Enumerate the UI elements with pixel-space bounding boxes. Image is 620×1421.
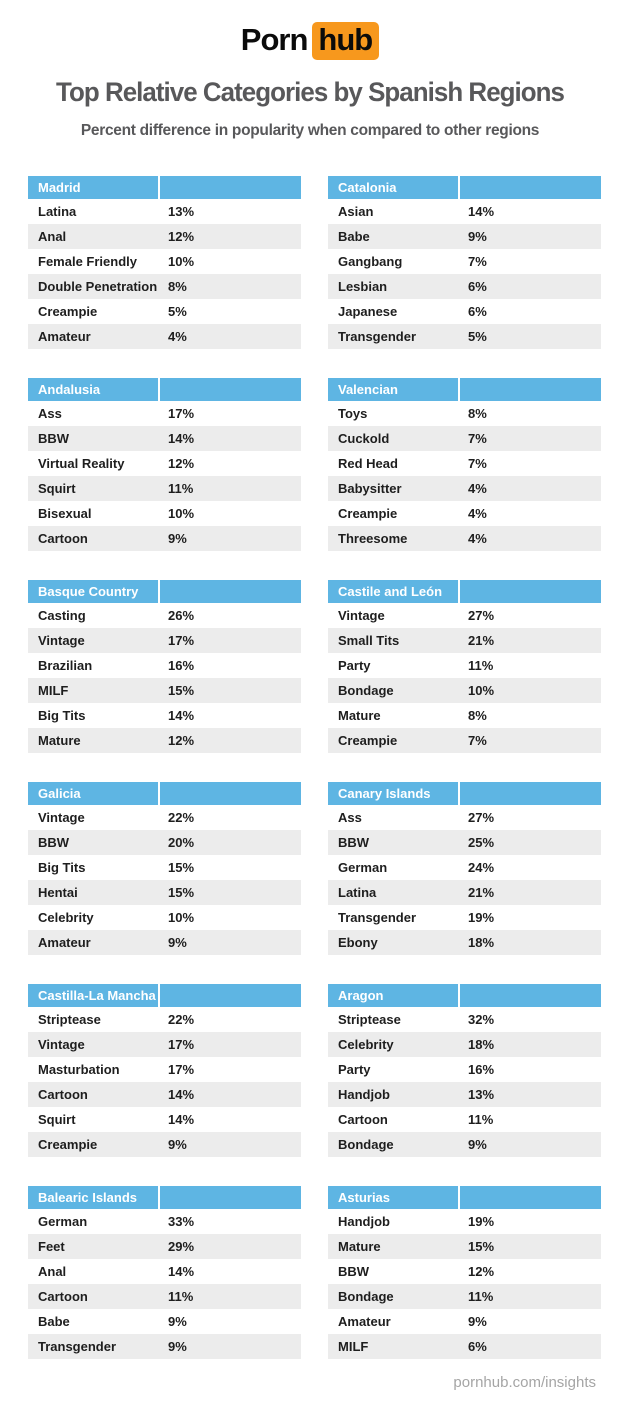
value-cell: 9% [168,1314,187,1329]
region-table-header [328,782,601,805]
table-row [28,930,301,955]
region-table-header [28,580,301,603]
category-cell: Anal [38,229,67,244]
category-cell: Bondage [338,683,394,698]
category-cell: Big Tits [38,708,86,723]
region-header-spacer [460,782,601,805]
category-cell: Creampie [38,1137,98,1152]
table-row [328,224,601,249]
region-table-header [328,176,601,199]
table-row [328,1132,601,1157]
table-row [28,855,301,880]
category-cell: Mature [338,1239,381,1254]
table-row [328,501,601,526]
table-row [328,628,601,653]
category-cell: Celebrity [338,1037,394,1052]
category-cell: Cartoon [38,1289,88,1304]
category-cell: Babysitter [338,481,402,496]
region-header-spacer [160,1186,301,1209]
value-cell: 25% [468,835,495,850]
value-cell: 12% [168,733,195,748]
category-cell: German [338,860,388,875]
table-row [28,1234,301,1259]
value-cell: 10% [168,254,195,269]
table-row [28,249,301,274]
category-cell: Threesome [338,531,408,546]
category-cell: Amateur [338,1314,391,1329]
category-cell: Virtual Reality [38,456,125,471]
table-row [28,1082,301,1107]
region-name: Asturias [328,1186,460,1209]
value-cell: 11% [468,658,494,673]
category-cell: Masturbation [38,1062,120,1077]
value-cell: 11% [168,1289,194,1304]
table-row [28,324,301,349]
category-cell: Toys [338,406,368,421]
category-cell: Casting [38,608,86,623]
region-table-header [28,782,301,805]
table-row [28,1107,301,1132]
category-cell: Latina [338,885,377,900]
category-cell: Celebrity [38,910,94,925]
region-name: Balearic Islands [28,1186,160,1209]
table-row [28,1309,301,1334]
value-cell: 7% [468,254,487,269]
category-cell: Babe [338,229,370,244]
table-row [328,1334,601,1359]
page-subtitle: Percent difference in popularity when compared to other regions [80,122,540,139]
region-table-header [28,1186,301,1209]
region-table [28,984,301,1157]
region-name: Castilla-La Mancha [28,984,160,1007]
category-cell: Vintage [38,1037,85,1052]
value-cell: 6% [468,1339,487,1354]
region-name: Catalonia [328,176,460,199]
region-name: Basque Country [28,580,160,603]
region-table [328,580,601,753]
table-row [328,324,601,349]
region-name: Madrid [28,176,160,199]
value-cell: 21% [468,633,495,648]
table-row [28,805,301,830]
table-row [328,476,601,501]
table-row [328,299,601,324]
value-cell: 15% [168,860,195,875]
value-cell: 27% [468,810,495,825]
category-cell: Transgender [38,1339,117,1354]
table-row [328,603,601,628]
table-row [28,728,301,753]
category-cell: Creampie [338,506,398,521]
table-row [28,199,301,224]
table-row [28,1032,301,1057]
value-cell: 11% [468,1289,494,1304]
value-cell: 7% [468,431,487,446]
value-cell: 4% [468,481,487,496]
region-header-spacer [460,580,601,603]
region-table [328,378,601,551]
category-cell: Transgender [338,329,417,344]
region-table [28,1186,301,1359]
region-table [28,782,301,955]
table-row [28,1209,301,1234]
category-cell: Latina [38,204,77,219]
table-row [28,526,301,551]
region-header-spacer [460,984,601,1007]
value-cell: 12% [168,229,195,244]
value-cell: 6% [468,279,487,294]
category-cell: Striptease [338,1012,401,1027]
footer-url: pornhub.com/insights [453,1374,596,1391]
table-row [328,1259,601,1284]
category-cell: Vintage [338,608,385,623]
value-cell: 9% [468,1314,487,1329]
region-table [28,580,301,753]
table-row [28,603,301,628]
region-table-header [328,378,601,401]
category-cell: Double Penetration [38,279,158,294]
region-table [328,984,601,1157]
region-header-spacer [160,782,301,805]
table-row [28,880,301,905]
pornhub-logo [0,0,620,60]
table-row [28,653,301,678]
value-cell: 32% [468,1012,495,1027]
category-cell: Japanese [338,304,398,319]
category-cell: Cartoon [338,1112,388,1127]
region-table-header [28,176,301,199]
value-cell: 17% [168,1037,195,1052]
value-cell: 14% [168,1264,195,1279]
table-row [28,426,301,451]
table-row [328,199,601,224]
value-cell: 5% [468,329,487,344]
table-row [328,805,601,830]
category-cell: Female Friendly [38,254,137,269]
value-cell: 13% [168,204,195,219]
value-cell: 5% [168,304,187,319]
table-row [328,703,601,728]
category-cell: German [38,1214,88,1229]
value-cell: 21% [468,885,495,900]
region-table [328,782,601,955]
value-cell: 10% [468,683,495,698]
table-row [328,1284,601,1309]
table-row [328,401,601,426]
category-cell: Ass [38,406,62,421]
value-cell: 26% [168,608,195,623]
region-name: Galicia [28,782,160,805]
table-row [328,526,601,551]
table-row [28,1334,301,1359]
category-cell: BBW [338,1264,370,1279]
table-row [28,451,301,476]
table-row [28,299,301,324]
table-row [328,274,601,299]
value-cell: 18% [468,1037,495,1052]
table-row [28,1132,301,1157]
value-cell: 14% [168,431,195,446]
region-header-spacer [160,176,301,199]
category-cell: BBW [38,431,70,446]
table-row [328,1209,601,1234]
region-name: Canary Islands [328,782,460,805]
category-cell: Vintage [38,633,85,648]
table-row [328,1032,601,1057]
category-cell: Bisexual [38,506,92,521]
table-row [328,1107,601,1132]
category-cell: Handjob [338,1214,390,1229]
table-row [328,653,601,678]
category-cell: Lesbian [338,279,388,294]
region-table-header [28,984,301,1007]
table-row [28,274,301,299]
region-name: Aragon [328,984,460,1007]
value-cell: 8% [468,406,487,421]
category-cell: Party [338,658,371,673]
category-cell: Creampie [338,733,398,748]
value-cell: 19% [468,910,495,925]
value-cell: 15% [168,885,195,900]
category-cell: Vintage [38,810,85,825]
value-cell: 11% [168,481,194,496]
table-row [28,476,301,501]
category-cell: Ebony [338,935,378,950]
value-cell: 29% [168,1239,195,1254]
category-cell: Brazilian [38,658,93,673]
table-row [28,905,301,930]
category-cell: BBW [338,835,370,850]
category-cell: Red Head [338,456,398,471]
table-row [28,1284,301,1309]
value-cell: 17% [168,633,195,648]
region-header-spacer [460,1186,601,1209]
category-cell: MILF [338,1339,369,1354]
category-cell: Transgender [338,910,417,925]
table-row [328,1309,601,1334]
table-row [328,451,601,476]
region-header-spacer [460,378,601,401]
region-table-header [328,580,601,603]
table-row [328,905,601,930]
value-cell: 9% [168,1137,187,1152]
value-cell: 8% [168,279,187,294]
table-row [328,728,601,753]
category-cell: Creampie [38,304,98,319]
region-table-header [28,378,301,401]
table-row [328,1057,601,1082]
value-cell: 22% [168,810,195,825]
value-cell: 4% [468,506,487,521]
region-table [328,1186,601,1359]
value-cell: 9% [468,229,487,244]
value-cell: 12% [168,456,195,471]
category-cell: Squirt [38,1112,76,1127]
category-cell: Cuckold [338,431,390,446]
table-row [28,401,301,426]
region-tables-grid [28,176,601,1359]
table-row [328,880,601,905]
table-row [28,1007,301,1032]
region-name: Valencian [328,378,460,401]
value-cell: 4% [468,531,487,546]
value-cell: 15% [468,1239,495,1254]
value-cell: 33% [168,1214,195,1229]
value-cell: 14% [168,1087,195,1102]
category-cell: Striptease [38,1012,101,1027]
category-cell: Cartoon [38,531,88,546]
table-row [328,249,601,274]
region-table-header [328,1186,601,1209]
value-cell: 8% [468,708,487,723]
value-cell: 11% [468,1112,494,1127]
value-cell: 14% [168,1112,195,1127]
value-cell: 14% [168,708,195,723]
table-row [328,855,601,880]
table-row [328,1007,601,1032]
category-cell: Amateur [38,935,91,950]
value-cell: 14% [468,204,495,219]
category-cell: Amateur [38,329,91,344]
value-cell: 22% [168,1012,195,1027]
category-cell: Squirt [38,481,76,496]
value-cell: 6% [468,304,487,319]
table-row [328,1234,601,1259]
table-row [28,501,301,526]
category-cell: MILF [38,683,69,698]
region-header-spacer [160,378,301,401]
value-cell: 27% [468,608,495,623]
region-name: Castile and León [328,580,460,603]
table-row [28,628,301,653]
category-cell: Small Tits [338,633,400,648]
value-cell: 17% [168,1062,195,1077]
category-cell: Feet [38,1239,65,1254]
value-cell: 15% [168,683,195,698]
category-cell: Bondage [338,1137,394,1152]
region-header-spacer [460,176,601,199]
value-cell: 7% [468,733,487,748]
category-cell: Anal [38,1264,67,1279]
table-row [328,930,601,955]
table-row [28,830,301,855]
table-row [28,678,301,703]
value-cell: 10% [168,506,195,521]
value-cell: 16% [168,658,195,673]
value-cell: 4% [168,329,187,344]
logo-text-porn: Porn [240,22,308,57]
table-row [328,678,601,703]
region-name: Andalusia [28,378,160,401]
page-title: Top Relative Categories by Spanish Regions [56,77,564,107]
region-header-spacer [160,580,301,603]
category-cell: Party [338,1062,371,1077]
table-row [28,1259,301,1284]
region-table-header [328,984,601,1007]
table-row [28,703,301,728]
category-cell: Big Tits [38,860,86,875]
category-cell: Asian [338,204,374,219]
value-cell: 9% [468,1137,487,1152]
value-cell: 9% [168,1339,187,1354]
region-table [28,378,301,551]
category-cell: Mature [338,708,381,723]
table-row [328,426,601,451]
value-cell: 16% [468,1062,495,1077]
value-cell: 17% [168,406,195,421]
region-table [28,176,301,349]
category-cell: Babe [38,1314,70,1329]
value-cell: 13% [468,1087,495,1102]
value-cell: 18% [468,935,495,950]
category-cell: Handjob [338,1087,390,1102]
category-cell: BBW [38,835,70,850]
value-cell: 24% [468,860,495,875]
category-cell: Ass [338,810,362,825]
table-row [28,224,301,249]
category-cell: Mature [38,733,81,748]
value-cell: 10% [168,910,195,925]
region-header-spacer [160,984,301,1007]
value-cell: 19% [468,1214,495,1229]
value-cell: 12% [468,1264,495,1279]
category-cell: Bondage [338,1289,394,1304]
category-cell: Hentai [38,885,78,900]
value-cell: 7% [468,456,487,471]
table-row [328,830,601,855]
category-cell: Cartoon [38,1087,88,1102]
table-row [328,1082,601,1107]
table-row [28,1057,301,1082]
value-cell: 9% [168,935,187,950]
value-cell: 9% [168,531,187,546]
logo-text-hub: hub [312,22,379,60]
region-table [328,176,601,349]
value-cell: 20% [168,835,195,850]
category-cell: Gangbang [338,254,403,269]
